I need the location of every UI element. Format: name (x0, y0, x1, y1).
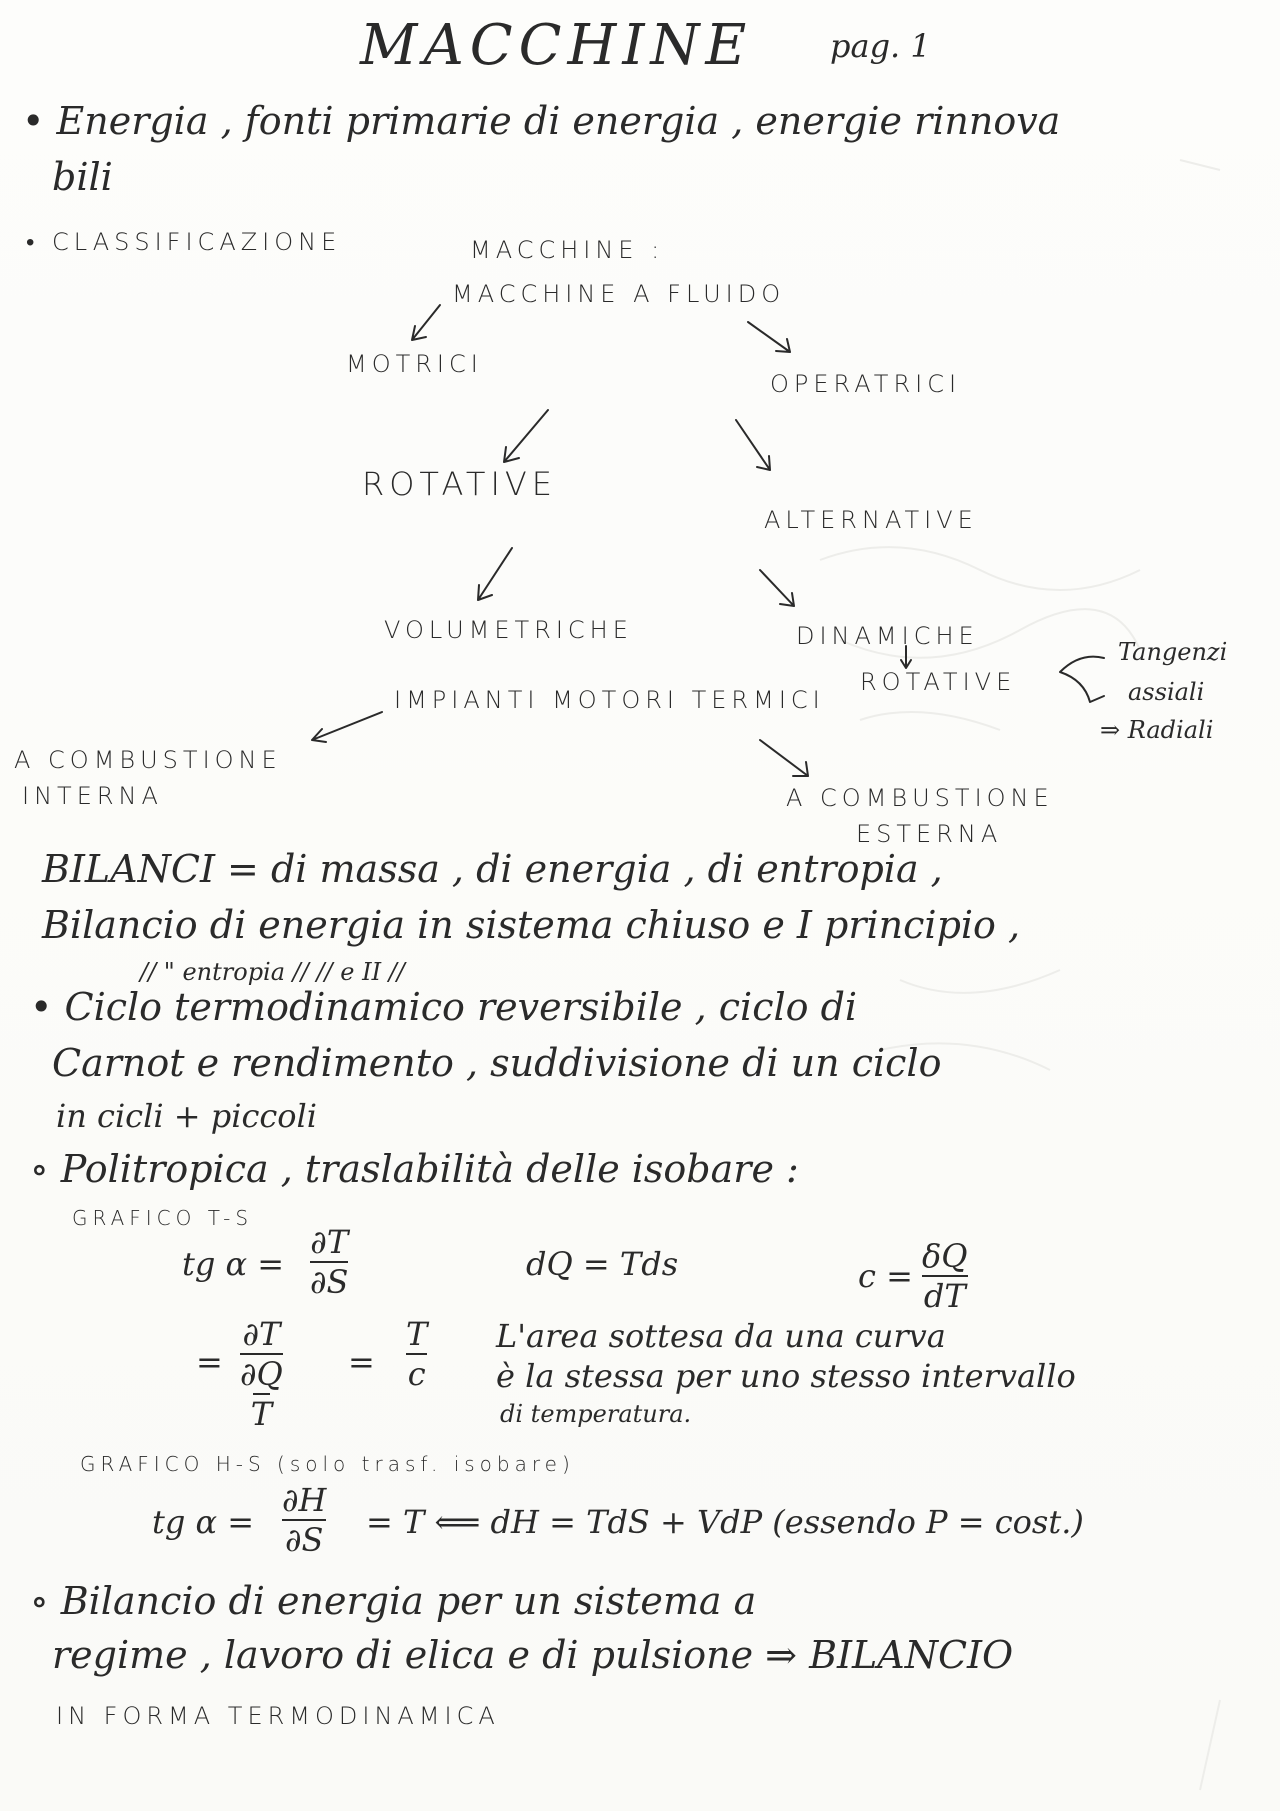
tree-fluid-machines: MACCHINE A FLUIDO (452, 280, 786, 308)
fraction-dT-dQ-over-T (240, 1315, 283, 1433)
tree-node-dinamiche: DINAMICHE (796, 622, 979, 650)
tree-node-motrici: MOTRICI (346, 350, 483, 378)
note-polytropic: ∘ Politropica , traslabilità delle isobare : (30, 1147, 799, 1191)
page-number: pag. 1 (830, 27, 931, 65)
tree-node-combustione-interna-1: A COMBUSTIONE (14, 746, 282, 774)
fraction-numerator: ∂H (282, 1481, 327, 1519)
fraction-dT-dS (310, 1223, 349, 1301)
label-graph-ts: GRAFICO T-S (72, 1206, 254, 1230)
note-energy-line2: bili (52, 155, 113, 199)
fraction-subdenominator: T (250, 1395, 273, 1433)
tree-node-impianti: IMPIANTI MOTORI TERMICI (394, 686, 825, 714)
note-area-line3: di temperatura. (500, 1400, 692, 1428)
formula-tg-alpha-2: tg α = (152, 1503, 255, 1541)
fraction-numerator: T (406, 1315, 428, 1353)
fraction-denominator: c (407, 1355, 426, 1393)
fraction-denominator: ∂S (310, 1263, 349, 1301)
fraction-denominator: dT (923, 1277, 966, 1315)
note-closing-line2: regime , lavoro di elica e di pulsione ⇒ BILANCIO (52, 1633, 1014, 1677)
note-cycle-line3: in cicli + piccoli (56, 1097, 318, 1135)
tree-node-operatrici: OPERATRICI (770, 370, 962, 398)
formula-dQ-Tds: dQ = Tds (526, 1245, 679, 1283)
fraction-numerator: δQ (922, 1237, 968, 1275)
note-balances-line3: // " entropia // // e II // (140, 958, 405, 986)
formula-eq-sign: = (196, 1343, 223, 1381)
note-area-line1: L'area sottesa da una curva (496, 1317, 946, 1355)
fraction-dQ-dT (922, 1237, 968, 1315)
tree-leaf-assiali: assiali (1128, 678, 1205, 706)
fraction-T-c (406, 1315, 428, 1393)
fraction-dH-dS (282, 1481, 327, 1559)
tree-node-combustione-esterna-1: A COMBUSTIONE (786, 784, 1054, 812)
note-cycle-line1: • Ciclo termodinamico reversibile , ciclo di (30, 985, 858, 1029)
fraction-denominator: ∂S (284, 1521, 324, 1559)
tree-root-machines: MACCHINE : (470, 236, 665, 264)
tree-node-combustione-interna-2: INTERNA (22, 782, 163, 810)
tree-node-rotative: ROTATIVE (362, 465, 557, 503)
formula-hs-relation: = T ⟸ dH = TdS + VdP (essendo P = cost.) (366, 1503, 1084, 1541)
note-cycle-line2: Carnot e rendimento , suddivisione di un ciclo (52, 1041, 942, 1085)
note-area-line2: è la stessa per uno stesso intervallo (496, 1357, 1076, 1395)
formula-tg-alpha: tg α = (182, 1245, 285, 1283)
fraction-numerator: ∂T (242, 1315, 281, 1353)
note-balances-line1: BILANCI = di massa , di energia , di entropia , (42, 847, 943, 891)
tree-node-combustione-esterna-2: ESTERNA (856, 820, 1003, 848)
fraction-numerator: ∂T (310, 1223, 349, 1261)
tree-node-rotative-dyn: ROTATIVE (860, 668, 1017, 696)
formula-c-eq: c = (858, 1257, 913, 1295)
note-balances-line2: Bilancio di energia in sistema chiuso e I principio , (42, 903, 1021, 947)
note-closing-line3: IN FORMA TERMODINAMICA (56, 1702, 500, 1730)
note-energy-line1: • Energia , fonti primarie di energia , energie rinnova (22, 99, 1061, 143)
formula-eq-sign-2: = (348, 1343, 375, 1381)
note-closing-line1: ∘ Bilancio di energia per un sistema a (30, 1579, 757, 1623)
page-title: MACCHINE (360, 13, 753, 78)
fraction-denominator: ∂Q (240, 1355, 283, 1393)
tree-node-volumetriche: VOLUMETRICHE (384, 616, 633, 644)
tree-leaf-radiali: ⇒ Radiali (1100, 716, 1214, 744)
tree-node-alternative: ALTERNATIVE (764, 506, 978, 534)
tree-leaf-tangenziali: Tangenzi (1118, 638, 1228, 666)
classification-label: • CLASSIFICAZIONE (26, 228, 342, 256)
label-graph-hs: GRAFICO H-S (solo trasf. isobare) (80, 1452, 575, 1476)
